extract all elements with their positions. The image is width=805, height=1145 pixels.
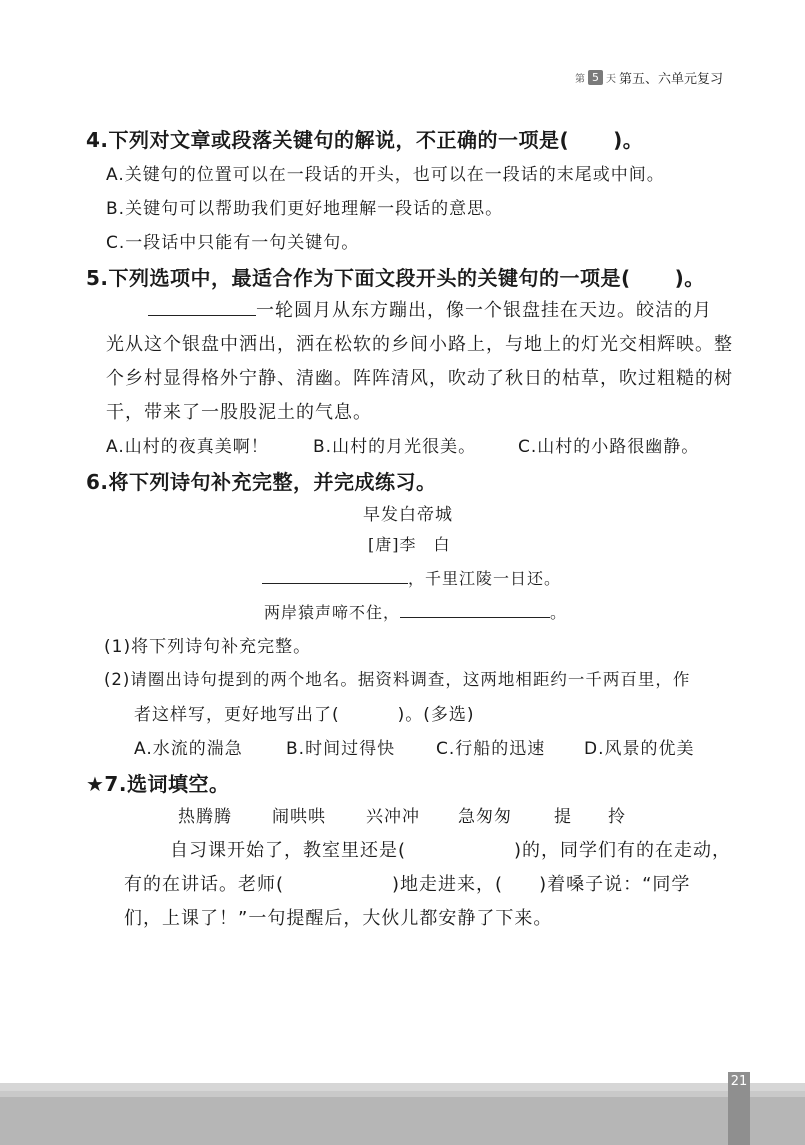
q4-stem: [86, 124, 643, 153]
q7-word-5[interactable]: 提: [554, 807, 572, 827]
q5-passage-text-1: 一轮圆月从东方蹦出，像一个银盘挂在天边。皎洁的月: [256, 300, 712, 321]
q7-line-1-text-b: )的，同学们有的在走动，: [514, 840, 732, 861]
poem-title: 早发白帝城: [363, 505, 453, 525]
q6-sub2-line-2: [134, 700, 475, 725]
header-prefix: 第: [574, 74, 585, 85]
q5-passage-line-2: 光从这个银盘中洒出，洒在松软的乡间小路上，与地上的灯光交相辉映。整: [106, 334, 733, 355]
q4-stem-end: )。: [613, 128, 644, 152]
q5-passage-line-4: 干，带来了一股股泥土的气息。: [106, 402, 372, 423]
header-title: 第五、六单元复习: [618, 72, 723, 87]
q6-sub2-text-b: )。(多选): [397, 705, 475, 725]
q5-option-a[interactable]: A.山村的夜真美啊！: [106, 437, 269, 457]
q7-line-2: [124, 870, 690, 896]
q7-line-1-text-a: 自习课开始了，教室里还是(: [170, 840, 407, 861]
q7-word-4[interactable]: 急匆匆: [458, 807, 512, 827]
q7-line-2-text-a: 有的在讲话。老师(: [124, 874, 285, 895]
poem-line-1-blank[interactable]: [262, 582, 408, 584]
header-suffix: 天: [605, 74, 616, 85]
q4-stem-text: 4.下列对文章或段落关键句的解说，不正确的一项是(: [86, 128, 570, 152]
poem-line-2-text: 两岸猿声啼不住，: [264, 603, 401, 622]
q7-word-3[interactable]: 兴冲冲: [366, 807, 420, 827]
q7-word-1[interactable]: 热腾腾: [178, 807, 232, 827]
q6-sub2-text-a: 者这样写，更好地写出了(: [134, 705, 340, 725]
q5-passage-line-1: [148, 296, 712, 322]
poem-author: [唐]李 白: [368, 535, 451, 554]
q7-line-2-text-b: )地走进来，(: [392, 874, 504, 895]
q4-option-c[interactable]: C.一段话中只能有一句关键句。: [106, 233, 360, 253]
q5-stem-end: )。: [674, 266, 705, 290]
q6-option-d[interactable]: D.风景的优美: [584, 739, 695, 759]
q7-stem: ★7.选词填空。: [86, 772, 230, 796]
poem-line-2-blank[interactable]: [400, 616, 550, 618]
q6-sub1: (1)将下列诗句补充完整。: [104, 637, 312, 657]
q7-word-6[interactable]: 拎: [608, 807, 626, 827]
q6-stem: 6.将下列诗句补充完整，并完成练习。: [86, 470, 437, 494]
poem-line-2: [264, 600, 567, 623]
q5-option-c[interactable]: C.山村的小路很幽静。: [518, 437, 700, 457]
q4-option-b[interactable]: B.关键句可以帮助我们更好地理解一段话的意思。: [106, 199, 504, 219]
day-badge: 5: [588, 70, 603, 85]
page-header: [575, 68, 723, 87]
q4-option-a[interactable]: A.关键句的位置可以在一段话的开头，也可以在一段话的末尾或中间。: [106, 165, 665, 185]
footer-band: [0, 1083, 805, 1145]
q7-word-2[interactable]: 闹哄哄: [272, 807, 326, 827]
q5-stem-text: 5.下列选项中，最适合作为下面文段开头的关键句的一项是(: [86, 266, 631, 290]
poem-line-2-end: 。: [550, 603, 568, 622]
q7-line-1: [170, 836, 731, 862]
q6-option-c[interactable]: C.行船的迅速: [436, 739, 546, 759]
q5-stem: [86, 262, 705, 291]
poem-line-1: [262, 566, 561, 589]
q6-option-a[interactable]: A.水流的湍急: [134, 739, 243, 759]
page-number: 21: [730, 1074, 748, 1089]
q5-passage-blank[interactable]: [148, 314, 256, 316]
q7-line-3: 们，上课了！”一句提醒后，大伙儿都安静了下来。: [124, 908, 553, 929]
q7-line-2-text-c: )着嗓子说：“同学: [539, 874, 691, 895]
q6-option-b[interactable]: B.时间过得快: [286, 739, 396, 759]
q5-option-b[interactable]: B.山村的月光很美。: [313, 437, 477, 457]
q6-sub2-line-1: (2)请圈出诗句提到的两个地名。据资料调查，这两地相距约一千两百里，作: [104, 670, 691, 689]
q5-passage-line-3: 个乡村显得格外宁静、清幽。阵阵清风，吹动了秋日的枯草，吹过粗糙的树: [106, 368, 733, 389]
poem-line-1-text: ，千里江陵一日还。: [408, 569, 562, 588]
